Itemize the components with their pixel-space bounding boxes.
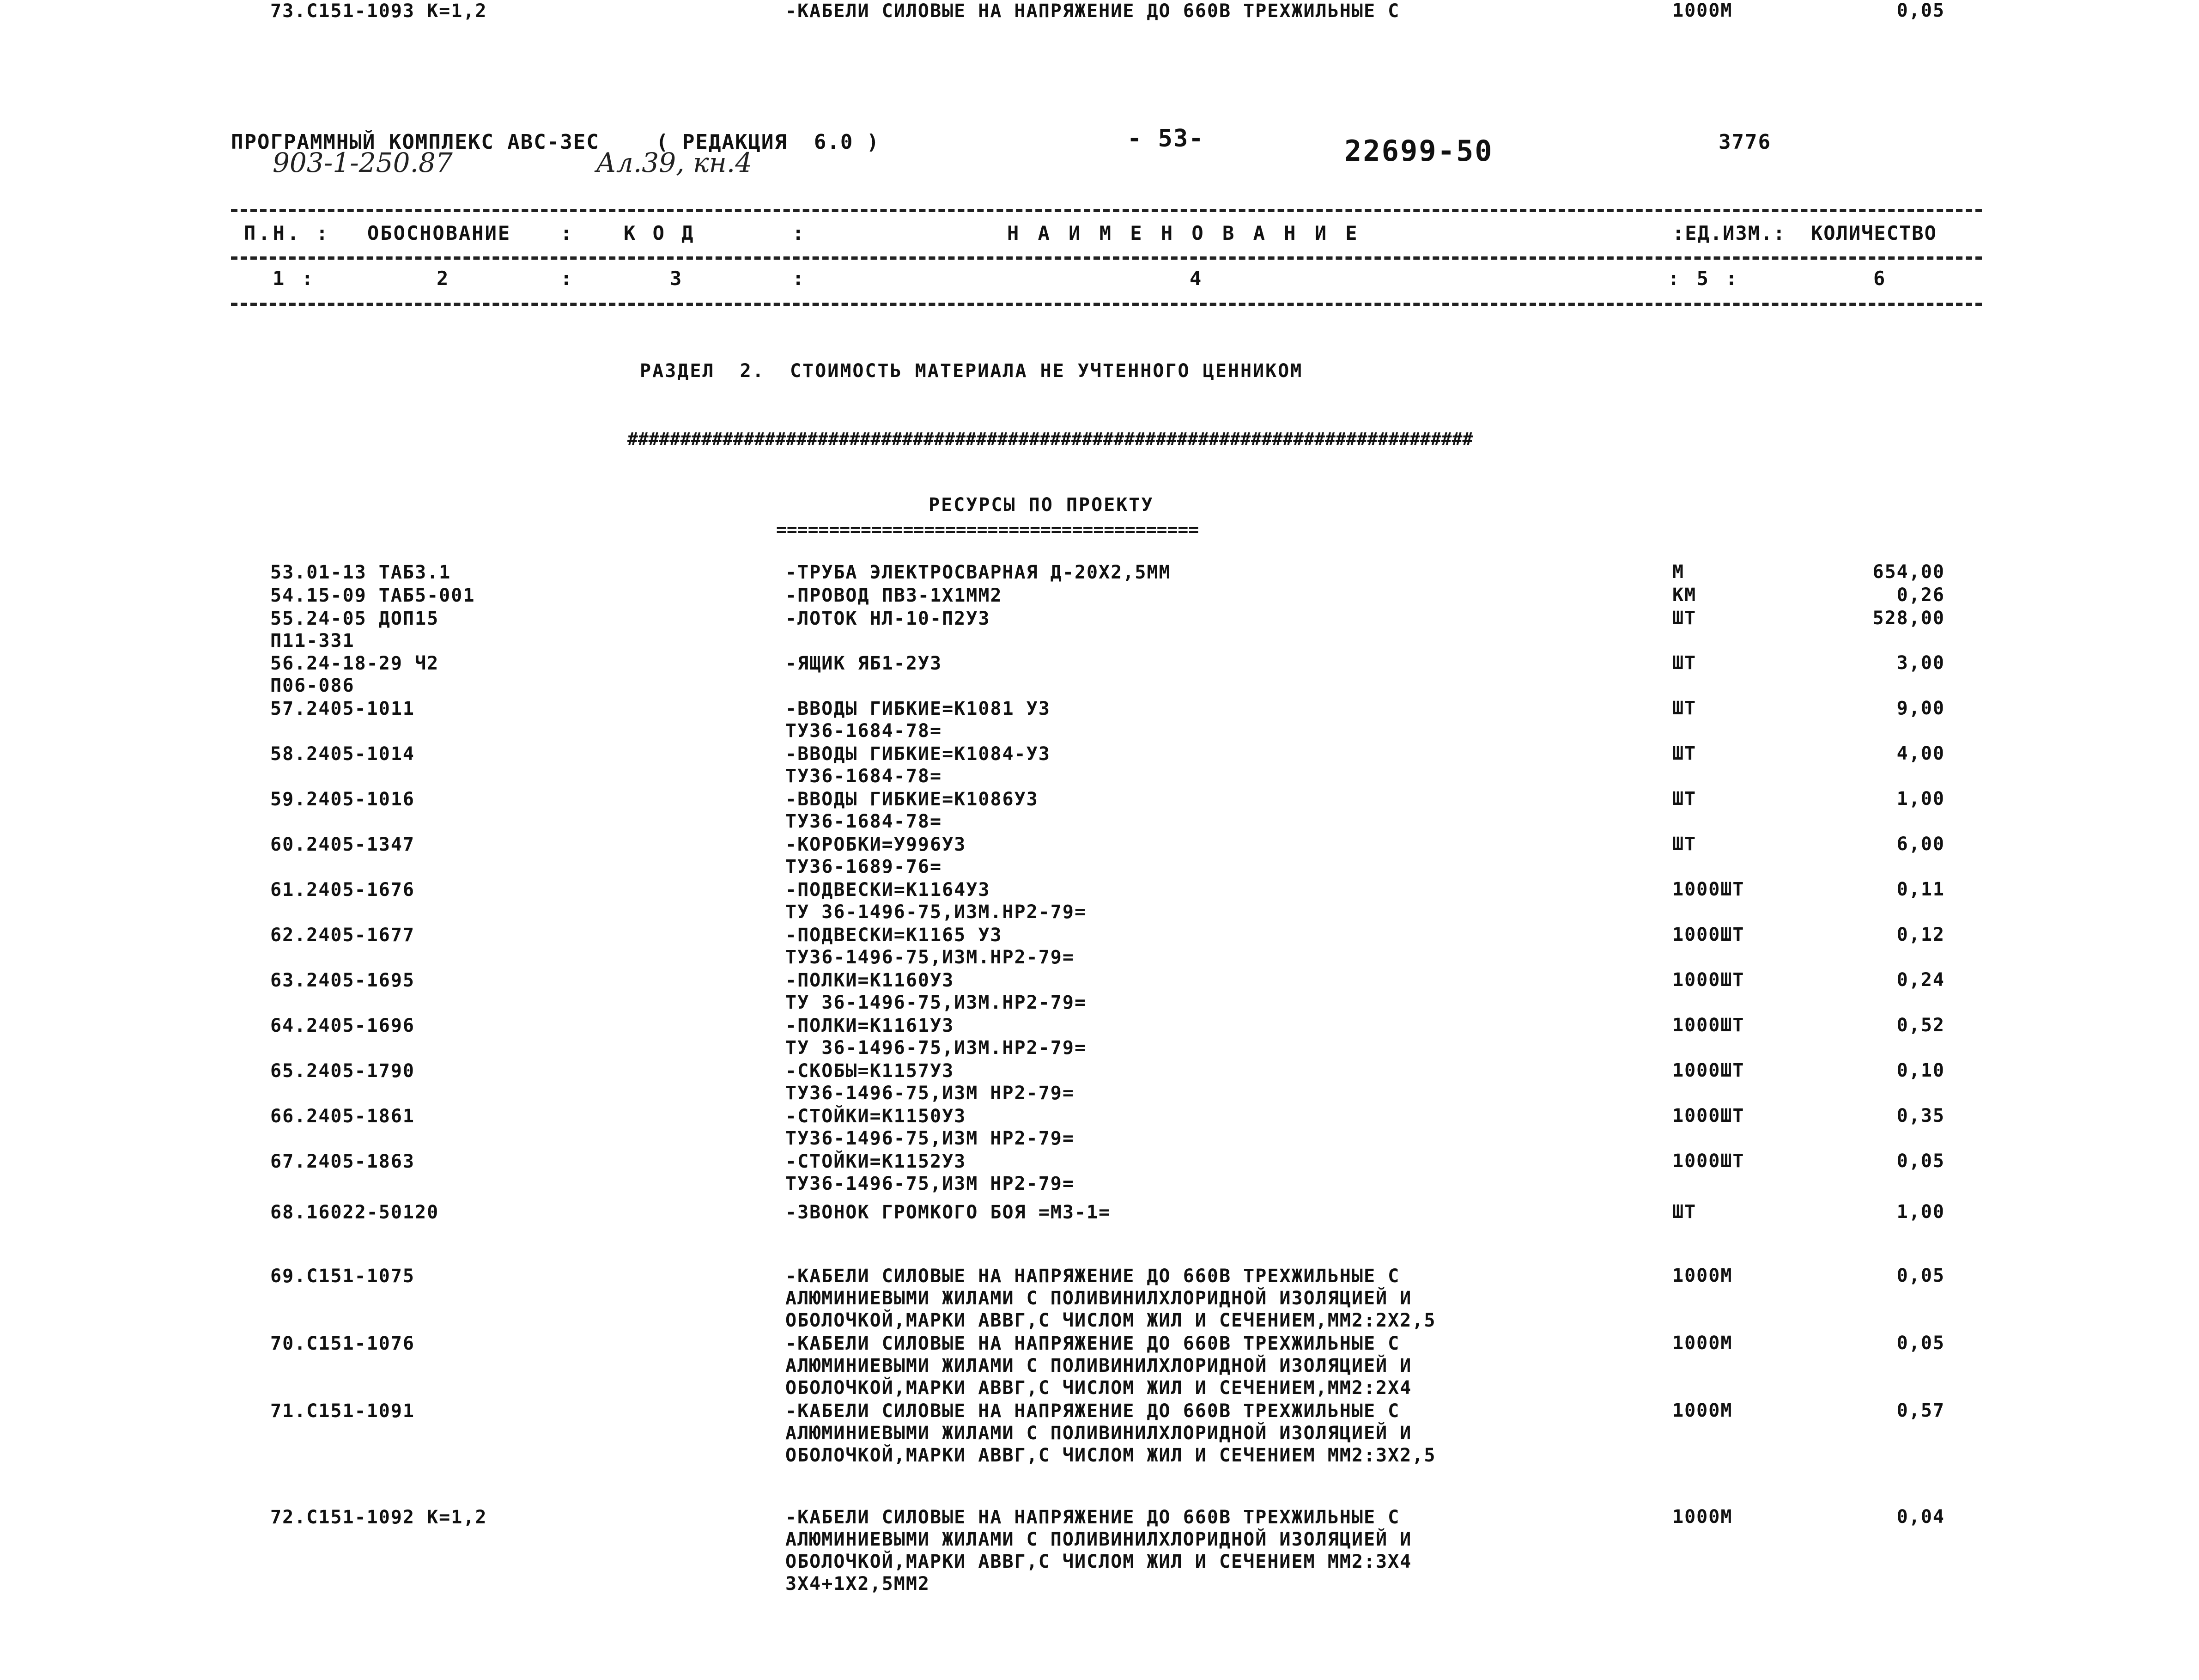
row-name [785, 0, 1400, 22]
row-name-line: ОБОЛОЧКОЙ,МАРКИ АВВГ,С ЧИСЛОМ ЖИЛ И СЕЧЕНИЕМ ММ2:3Х2,5 [785, 1445, 1436, 1466]
row-unit: ШТ [1672, 788, 1697, 810]
table-row [0, 788, 2199, 833]
row-unit: 1000М [1672, 1333, 1733, 1354]
row-name-line: 3Х4+1Х2,5ММ2 [785, 1573, 930, 1595]
table-row [0, 698, 2199, 742]
row-name [785, 788, 1039, 833]
row-unit: 1000ШТ [1672, 1150, 1745, 1172]
row-name-line: АЛЮМИНИЕВЫМИ ЖИЛАМИ С ПОЛИВИНИЛХЛОРИДНОЙ ИЗОЛЯЦИЕЙ И [785, 1355, 1412, 1376]
row-code [270, 698, 415, 720]
col-header-code: К О Д [624, 222, 696, 244]
table-row [0, 608, 2199, 652]
row-code-line: 59.2405-1016 [270, 789, 415, 810]
col-header-name: Н А И М Е Н О В А Н И Е [1007, 222, 1361, 244]
col-header-sep2: : [792, 222, 807, 244]
row-unit: ШТ [1672, 652, 1697, 674]
row-name-line: -СТОЙКИ=К1152У3 [785, 1151, 966, 1172]
col-num-sep2: : [792, 267, 807, 290]
col-num-5: : 5 : [1668, 267, 1740, 290]
row-quantity: 0,57 [1896, 1400, 1945, 1421]
row-name-line: АЛЮМИНИЕВЫМИ ЖИЛАМИ С ПОЛИВИНИЛХЛОРИДНОЙ ИЗОЛЯЦИЕЙ И [785, 1423, 1412, 1444]
col-num-sep1: : [560, 267, 575, 290]
table-row [0, 584, 2199, 607]
resources-underline: ======================================== [776, 519, 1199, 540]
row-code-line: 68.16022-50120 [270, 1202, 439, 1223]
row-code-line: 53.01-13 ТАБ3.1 [270, 562, 451, 583]
row-quantity: 0,04 [1896, 1506, 1945, 1528]
col-num-6: 6 [1873, 267, 1888, 290]
row-code-line: 61.2405-1676 [270, 879, 415, 901]
table-row [0, 1060, 2199, 1104]
row-quantity: 0,11 [1896, 879, 1945, 900]
row-unit: ШТ [1672, 608, 1697, 629]
handwritten-album-ref: Ал.39, кн.4 [596, 147, 753, 178]
row-name-line: ТУ36-1684-78= [785, 720, 942, 742]
rule-bottom [231, 303, 1982, 306]
row-quantity: 4,00 [1896, 743, 1945, 764]
row-code-line: 72.С151-1092 К=1,2 [270, 1507, 487, 1528]
row-name [785, 1506, 1412, 1595]
row-name-line: ОБОЛОЧКОЙ,МАРКИ АВВГ,С ЧИСЛОМ ЖИЛ И СЕЧЕНИЕМ,ММ2:2Х2,5 [785, 1310, 1436, 1331]
col-header-unit: :ЕД.ИЗМ.: [1672, 222, 1786, 244]
row-code-line: 55.24-05 ДОП15 [270, 608, 439, 629]
row-unit: 1000М [1672, 1400, 1733, 1421]
row-code-line: 67.2405-1863 [270, 1151, 415, 1172]
row-name-line: ТУ36-1689-76= [785, 856, 942, 877]
row-code-line: П11-331 [270, 630, 355, 651]
row-quantity: 0,26 [1896, 584, 1945, 606]
row-unit: 1000ШТ [1672, 879, 1745, 900]
program-edition: ( РЕДАКЦИЯ 6.0 ) [656, 130, 880, 154]
row-code [270, 0, 487, 22]
row-name-line: ТУ 36-1496-75,ИЗМ.НР2-79= [785, 992, 1087, 1013]
row-code-line: 58.2405-1014 [270, 743, 415, 765]
row-unit: 1000ШТ [1672, 1105, 1745, 1126]
row-code-line: 62.2405-1677 [270, 925, 415, 946]
row-code [270, 1506, 487, 1528]
row-name-line: ТУ 36-1496-75,ИЗМ.НР2-79= [785, 901, 1087, 923]
row-name-line: ТУ36-1496-75,ИЗМ НР2-79= [785, 1083, 1075, 1104]
row-quantity: 0,52 [1896, 1015, 1945, 1036]
table-row [0, 1105, 2199, 1150]
row-name [785, 652, 942, 675]
row-code [270, 924, 415, 946]
row-code [270, 652, 439, 697]
row-name-line: -КАБЕЛИ СИЛОВЫЕ НА НАПРЯЖЕНИЕ ДО 660В ТРЕХЖИЛЬНЫЕ С [785, 1400, 1400, 1422]
row-code [270, 1105, 415, 1127]
row-name [785, 1150, 1075, 1195]
row-quantity: 1,00 [1896, 1201, 1945, 1223]
document-number: 22699-50 [1344, 134, 1494, 168]
page-number: - 53- [1127, 125, 1204, 152]
row-code [270, 1333, 415, 1355]
row-unit: 1000ШТ [1672, 924, 1745, 945]
row-name-line: АЛЮМИНИЕВЫМИ ЖИЛАМИ С ПОЛИВИНИЛХЛОРИДНОЙ ИЗОЛЯЦИЕЙ И [785, 1529, 1412, 1550]
row-code [270, 584, 475, 607]
row-name-line: -ВВОДЫ ГИБКИЕ=К1081 У3 [785, 698, 1051, 719]
row-code [270, 608, 439, 652]
row-unit: 1000М [1672, 0, 1733, 21]
col-num-1: 1 : [273, 267, 316, 290]
row-name-line: ТУ36-1684-78= [785, 811, 942, 832]
row-name [785, 924, 1075, 968]
table-row [0, 1150, 2199, 1195]
table-row [0, 0, 2199, 22]
row-name [785, 698, 1051, 742]
rule-top [231, 209, 1982, 212]
row-code-line: 56.24-18-29 Ч2 [270, 653, 439, 674]
row-code [270, 743, 415, 765]
row-unit: ШТ [1672, 1201, 1697, 1223]
row-code-line: 60.2405-1347 [270, 834, 415, 855]
row-name [785, 608, 990, 630]
row-quantity: 528,00 [1872, 608, 1945, 629]
row-name-line: -КОРОБКИ=У996У3 [785, 834, 966, 855]
table-row [0, 1201, 2199, 1223]
row-unit: 1000ШТ [1672, 1060, 1745, 1081]
section-title: РАЗДЕЛ 2. СТОИМОСТЬ МАТЕРИАЛА НЕ УЧТЕННОГО ЦЕННИКОМ [640, 360, 1303, 382]
row-code [270, 1201, 439, 1223]
row-code-line: 66.2405-1861 [270, 1106, 415, 1127]
row-code [270, 561, 451, 584]
sheet-number: 3776 [1719, 130, 1771, 154]
row-name-line: ОБОЛОЧКОЙ,МАРКИ АВВГ,С ЧИСЛОМ ЖИЛ И СЕЧЕНИЕМ,ММ2:2Х4 [785, 1377, 1412, 1399]
row-name-line: -ПОЛКИ=К1160У3 [785, 970, 954, 991]
row-code-line: 71.С151-1091 [270, 1400, 415, 1422]
row-quantity: 6,00 [1896, 834, 1945, 855]
row-name [785, 561, 1171, 584]
col-num-4: 4 [1190, 267, 1204, 290]
table-row [0, 969, 2199, 1014]
table-row [0, 1506, 2199, 1595]
row-unit: 1000ШТ [1672, 969, 1745, 991]
row-name-line: АЛЮМИНИЕВЫМИ ЖИЛАМИ С ПОЛИВИНИЛХЛОРИДНОЙ ИЗОЛЯЦИЕЙ И [785, 1288, 1412, 1309]
row-code [270, 1015, 415, 1037]
row-unit: ШТ [1672, 698, 1697, 719]
row-name [785, 1400, 1436, 1467]
row-quantity: 0,05 [1896, 1333, 1945, 1354]
row-code-line: 73.С151-1093 К=1,2 [270, 0, 487, 22]
table-row [0, 1265, 2199, 1332]
row-name-line: -КАБЕЛИ СИЛОВЫЕ НА НАПРЯЖЕНИЕ ДО 660В ТРЕХЖИЛЬНЫЕ С [785, 1266, 1400, 1287]
hash-separator: ################################################################################ [627, 429, 1473, 449]
row-quantity: 0,12 [1896, 924, 1945, 945]
row-quantity: 0,05 [1896, 0, 1945, 21]
row-name [785, 834, 966, 878]
row-name-line: -ПОДВЕСКИ=К1165 У3 [785, 925, 1002, 946]
row-code-line: 63.2405-1695 [270, 970, 415, 991]
col-num-2: 2 [437, 267, 451, 290]
row-name [785, 879, 1087, 923]
row-code-line: П06-086 [270, 675, 355, 696]
resources-title: РЕСУРСЫ ПО ПРОЕКТУ [929, 494, 1154, 516]
table-row [0, 834, 2199, 878]
row-name-line: -КАБЕЛИ СИЛОВЫЕ НА НАПРЯЖЕНИЕ ДО 660В ТРЕХЖИЛЬНЫЕ С [785, 1333, 1400, 1354]
table-row [0, 924, 2199, 968]
row-name-line: -ВВОДЫ ГИБКИЕ=К1084-У3 [785, 743, 1051, 765]
row-unit: ШТ [1672, 834, 1697, 855]
row-quantity: 3,00 [1896, 652, 1945, 674]
row-name [785, 1060, 1075, 1104]
row-name-line: -КАБЕЛИ СИЛОВЫЕ НА НАПРЯЖЕНИЕ ДО 660В ТРЕХЖИЛЬНЫЕ С [785, 1507, 1400, 1528]
row-name-line: -ПОДВЕСКИ=К1164У3 [785, 879, 990, 901]
row-unit: М [1672, 561, 1685, 583]
table-row [0, 652, 2199, 697]
row-name-line: ТУ36-1496-75,ИЗМ НР2-79= [785, 1173, 1075, 1194]
row-code [270, 1400, 415, 1422]
col-header-sep1: : [560, 222, 575, 244]
col-header-qty: КОЛИЧЕСТВО [1811, 222, 1937, 244]
row-quantity: 0,10 [1896, 1060, 1945, 1081]
row-quantity: 0,05 [1896, 1150, 1945, 1172]
row-unit: КМ [1672, 584, 1697, 606]
row-quantity: 1,00 [1896, 788, 1945, 810]
col-num-3: 3 [670, 267, 685, 290]
row-name-line: -ПРОВОД ПВ3-1Х1ММ2 [785, 585, 1002, 606]
row-name-line: -ЛОТОК НЛ-10-П2У3 [785, 608, 990, 629]
row-code-line: 54.15-09 ТАБ5-001 [270, 585, 475, 606]
row-unit: 1000М [1672, 1506, 1733, 1528]
row-name [785, 1105, 1075, 1150]
table-row [0, 1400, 2199, 1467]
row-name [785, 969, 1087, 1014]
row-code [270, 788, 415, 810]
row-quantity: 0,05 [1896, 1265, 1945, 1286]
row-code [270, 1265, 415, 1287]
row-name-line: -СТОЙКИ=К1150У3 [785, 1106, 966, 1127]
row-name-line: -ПОЛКИ=К1161У3 [785, 1015, 954, 1036]
row-code-line: 57.2405-1011 [270, 698, 415, 719]
table-row [0, 743, 2199, 787]
row-name [785, 1201, 1111, 1223]
program-name: ПРОГРАММНЫЙ КОМПЛЕКС АВС-ЗЕС [231, 130, 600, 154]
row-code-line: 65.2405-1790 [270, 1060, 415, 1082]
row-name [785, 584, 1002, 607]
row-quantity: 0,24 [1896, 969, 1945, 991]
row-name-line: -ТРУБА ЭЛЕКТРОСВАРНАЯ Д-20Х2,5ММ [785, 562, 1171, 583]
row-code-line: 64.2405-1696 [270, 1015, 415, 1036]
table-row [0, 1333, 2199, 1399]
row-code [270, 1150, 415, 1173]
row-name [785, 1333, 1412, 1399]
handwritten-project-number: 903-1-250.87 [273, 147, 453, 178]
row-quantity: 9,00 [1896, 698, 1945, 719]
row-name [785, 743, 1051, 787]
row-name-line: -ЯЩИК ЯБ1-2У3 [785, 653, 942, 674]
row-code [270, 879, 415, 901]
table-row [0, 561, 2199, 584]
row-unit: 1000ШТ [1672, 1015, 1745, 1036]
row-name-line: -СКОБЫ=К1157У3 [785, 1060, 954, 1082]
row-name-line: -КАБЕЛИ СИЛОВЫЕ НА НАПРЯЖЕНИЕ ДО 660В ТРЕХЖИЛЬНЫЕ С [785, 0, 1400, 22]
row-code [270, 969, 415, 992]
row-name-line: ТУ 36-1496-75,ИЗМ.НР2-79= [785, 1037, 1087, 1059]
rule-mid [231, 256, 1982, 260]
row-quantity: 0,35 [1896, 1105, 1945, 1126]
row-name-line: ТУ36-1684-78= [785, 766, 942, 787]
table-row [0, 1015, 2199, 1059]
row-quantity: 654,00 [1872, 561, 1945, 583]
row-name-line: ОБОЛОЧКОЙ,МАРКИ АВВГ,С ЧИСЛОМ ЖИЛ И СЕЧЕНИЕМ ММ2:3Х4 [785, 1551, 1412, 1572]
row-name-line: -ВВОДЫ ГИБКИЕ=К1086У3 [785, 789, 1039, 810]
col-header-basis: ОБОСНОВАНИЕ [367, 222, 511, 244]
row-code [270, 1060, 415, 1082]
row-unit: ШТ [1672, 743, 1697, 764]
row-name-line: ТУ36-1496-75,ИЗМ НР2-79= [785, 1128, 1075, 1149]
row-name-line: ТУ36-1496-75,ИЗМ.НР2-79= [785, 947, 1075, 968]
table-row [0, 879, 2199, 923]
row-name [785, 1015, 1087, 1059]
row-code-line: 69.С151-1075 [270, 1266, 415, 1287]
row-name-line: -ЗВОНОК ГРОМКОГО БОЯ =МЗ-1= [785, 1202, 1111, 1223]
row-code-line: 70.С151-1076 [270, 1333, 415, 1354]
row-name [785, 1265, 1436, 1332]
row-code [270, 834, 415, 856]
row-unit: 1000М [1672, 1265, 1733, 1286]
col-header-pn: П.Н. : [244, 222, 331, 244]
